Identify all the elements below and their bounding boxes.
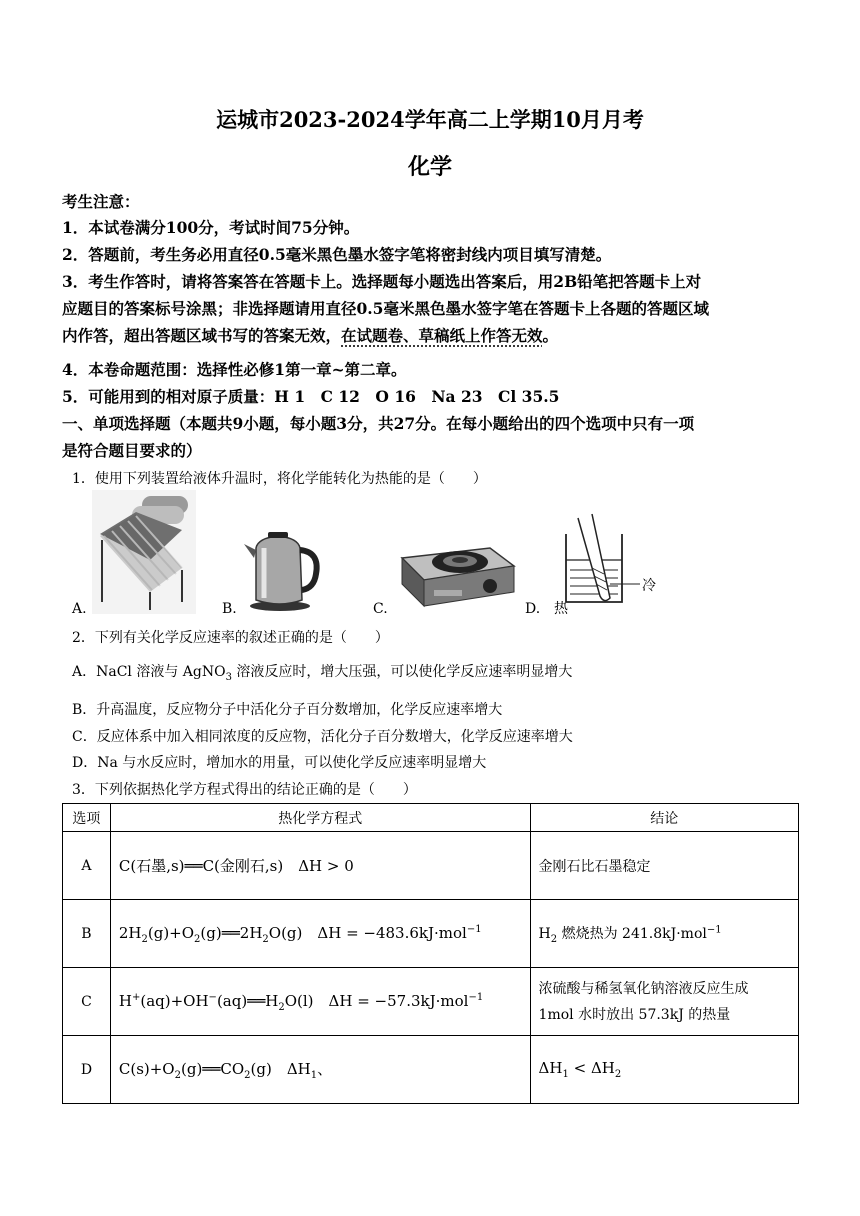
q1-label-hot: 热 — [554, 601, 568, 617]
q3-row-d-eq-sub-1: 2 — [174, 1070, 181, 1081]
q3-row-c-equation — [110, 968, 530, 1036]
q3-row-d-eq-2: (g)══CO — [180, 1060, 245, 1078]
test-tube-in-beaker-image — [552, 512, 662, 612]
section-heading-line-1: 一、单项选择题（本题共9小题，每小题3分，共27分。在每小题给出的四个选项中只有一项 — [62, 414, 695, 433]
q3-row-b-eq-sup: −1 — [466, 924, 482, 935]
q3-row-b-eq-sub-2: 2 — [194, 934, 201, 945]
q3-row-b — [63, 900, 799, 968]
q3-stem: 3．下列依据热化学方程式得出的结论正确的是（ ） — [72, 782, 417, 798]
q1-option-c-label: C. — [373, 601, 388, 617]
q3-row-b-conclusion — [530, 900, 798, 968]
q3-row-d-option: D — [63, 1036, 111, 1104]
q3-row-d-c-2: < ΔH — [568, 1059, 615, 1077]
q3-row-b-c-sub: 2 — [550, 933, 558, 945]
q3-row-d-conclusion — [530, 1036, 798, 1104]
q3-row-d-c-1: ΔH — [538, 1059, 563, 1077]
notice-item-1: 1．本试卷满分100分，考试时间75分钟。 — [62, 218, 360, 237]
notice-item-3-emphasis: 在试题卷、草稿纸上作答无效 — [341, 326, 543, 345]
q1-option-a-label: A. — [72, 601, 87, 617]
notice-item-3-text-a: 内作答，超出答题区域书写的答案无效， — [62, 326, 342, 345]
q3-row-b-eq-2: (g)+O — [147, 924, 195, 942]
q3-row-c — [63, 968, 799, 1036]
q2-option-a — [72, 661, 572, 683]
subject-title: 化学 — [407, 154, 452, 180]
q3-row-b-equation — [110, 900, 530, 968]
notice-item-3-line-1: 3．考生作答时，请将答案答在答题卡上。选择题每小题选出答案后，用2B铅笔把答题卡上对 — [62, 272, 702, 291]
q2-option-b: B．升高温度，反应物分子中活化分子百分数增加，化学反应速率增大 — [72, 702, 503, 718]
q3-row-d-eq-sub-2: 2 — [244, 1070, 251, 1081]
q3-header-option: 选项 — [63, 804, 111, 832]
q3-row-d — [63, 1036, 799, 1104]
q3-row-b-option: B — [63, 900, 111, 968]
notice-item-3-period: 。 — [542, 326, 559, 345]
q3-row-c-eq-sup-2: − — [208, 992, 217, 1003]
q3-row-c-eq-sub: 2 — [278, 1002, 285, 1013]
q3-header-equation: 热化学方程式 — [110, 804, 530, 832]
q3-row-b-c-2: 燃烧热为 241.8kJ·mol — [557, 925, 707, 942]
q2-option-a-subscript: 3 — [225, 671, 232, 683]
q3-row-c-eq-2: (aq)+OH — [140, 992, 209, 1010]
electric-kettle-image — [242, 528, 322, 612]
q1-option-b-label: B. — [222, 601, 237, 617]
notice-item-3-line-2: 应题目的答案标号涂黑；非选择题请用直径0.5毫米黑色墨水签字笔在答题卡上各题的答题区域 — [62, 299, 709, 318]
q3-row-c-conclusion-line-1: 浓硫酸与稀氢氧化钠溶液反应生成 — [538, 980, 749, 997]
q3-row-d-eq-4: 、 — [317, 1060, 333, 1078]
solar-water-heater-image — [92, 490, 196, 614]
q3-row-c-option: C — [63, 968, 111, 1036]
q2-option-d: D．Na 与水反应时，增加水的用量，可以使化学反应速率明显增大 — [72, 755, 487, 771]
q3-row-a-option: A — [63, 832, 111, 900]
q3-row-a — [63, 832, 799, 900]
gas-stove-image — [394, 528, 518, 614]
notice-item-3-line-3 — [62, 324, 558, 346]
q2-option-a-text-2: 溶液反应时，增大压强，可以使化学反应速率明显增大 — [231, 664, 573, 680]
q3-table-header-row — [63, 804, 799, 832]
q2-option-a-text-1: A．NaCl 溶液与 AgNO — [72, 664, 226, 680]
q1-option-d-label: D. — [525, 601, 541, 617]
q3-row-c-eq-3: (aq)══H — [216, 992, 279, 1010]
notice-item-2: 2．答题前，考生务必用直径0.5毫米黑色墨水签字笔将密封线内项目填写清楚。 — [62, 245, 612, 264]
q1-stem: 1．使用下列装置给液体升温时，将化学能转化为热能的是（ ） — [72, 471, 487, 487]
q3-row-b-eq-3: (g)══2H — [200, 924, 263, 942]
q3-row-b-eq-sub-3: 2 — [262, 934, 269, 945]
q3-row-b-c-1: H — [538, 925, 551, 942]
q3-row-d-c-sub-2: 2 — [614, 1069, 622, 1080]
q3-row-c-eq-4: O(l) ΔH = −57.3kJ·mol — [284, 992, 469, 1010]
q3-row-d-eq-sub-3: 1 — [310, 1070, 318, 1081]
q1-label-cold: 冷 — [642, 578, 656, 594]
q3-row-c-eq-sup-1: + — [131, 992, 141, 1003]
q3-row-d-equation — [110, 1036, 530, 1104]
q2-option-c: C．反应体系中加入相同浓度的反应物，活化分子百分数增大，化学反应速率增大 — [72, 729, 573, 745]
q3-row-a-conclusion: 金刚石比石墨稳定 — [530, 832, 798, 900]
exam-title: 运城市2023-2024学年高二上学期10月月考 — [216, 107, 644, 132]
q3-row-b-eq-1: 2H — [118, 924, 142, 942]
q3-row-a-equation: C(石墨,s)══C(金刚石,s) ΔH > 0 — [110, 832, 530, 900]
q3-row-b-eq-sub-1: 2 — [141, 934, 148, 945]
q3-row-d-eq-3: (g) ΔH — [250, 1060, 311, 1078]
notice-item-5: 5．可能用到的相对原子质量：H 1 C 12 O 16 Na 23 Cl 35.5 — [62, 387, 560, 406]
notice-item-4: 4．本卷命题范围：选择性必修1第一章~第二章。 — [62, 360, 407, 379]
q3-table — [62, 803, 799, 1104]
q2-stem: 2．下列有关化学反应速率的叙述正确的是（ ） — [72, 630, 389, 646]
q3-row-b-c-sup: −1 — [706, 923, 722, 935]
q3-row-c-eq-1: H — [118, 992, 132, 1010]
q3-row-d-eq-1: C(s)+O — [118, 1060, 175, 1078]
q3-header-conclusion: 结论 — [530, 804, 798, 832]
q3-row-c-conclusion-line-2: 1mol 水时放出 57.3kJ 的热量 — [538, 1006, 731, 1023]
section-heading-line-2: 是符合题目要求的） — [62, 441, 202, 460]
notice-heading: 考生注意： — [62, 192, 140, 211]
q3-row-c-conclusion — [530, 968, 798, 1036]
q3-row-b-eq-4: O(g) ΔH = −483.6kJ·mol — [268, 924, 467, 942]
q3-row-c-eq-sup-3: −1 — [468, 992, 484, 1003]
q3-row-d-c-sub-1: 1 — [562, 1069, 569, 1080]
